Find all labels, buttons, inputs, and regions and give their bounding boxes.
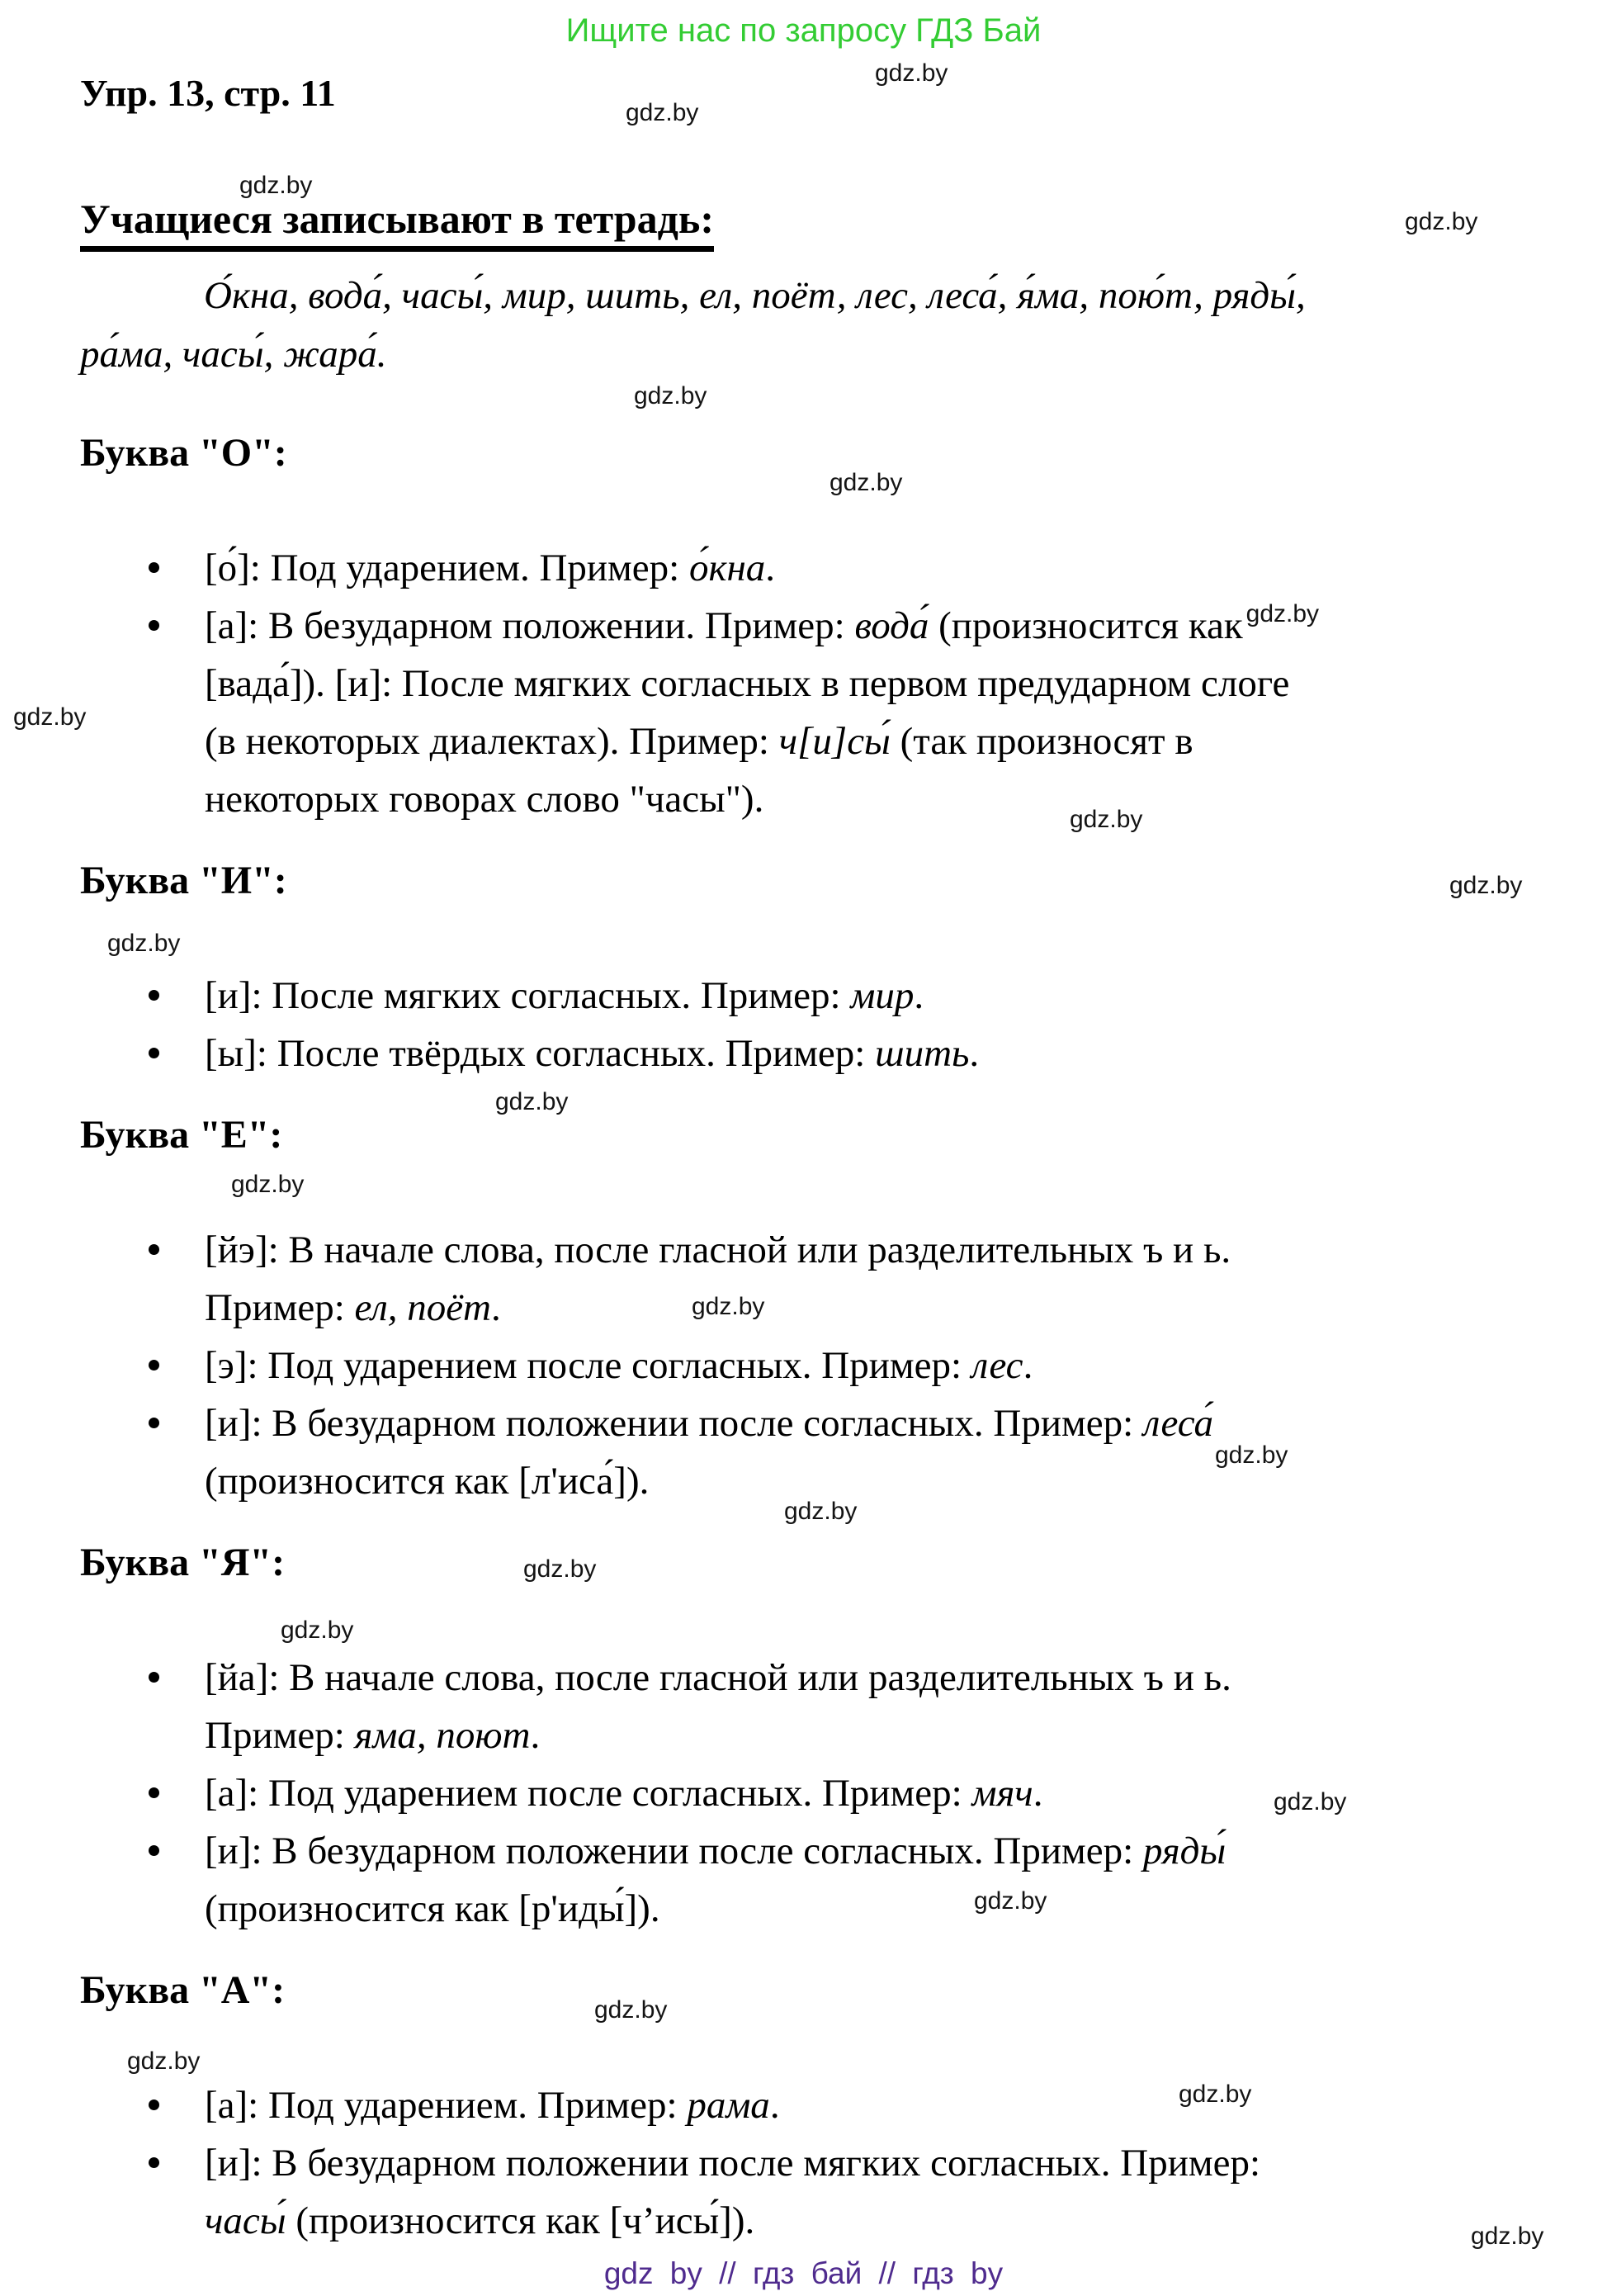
- bullet-list: [205, 1649, 1607, 1938]
- gdz-watermark: gdz.by: [281, 1617, 354, 1644]
- example-word: ел, поёт: [354, 1286, 492, 1329]
- bullet-line: [205, 1452, 1607, 1510]
- bullet-text: [а]: Под ударением после согласных. Пример:: [205, 1772, 972, 1815]
- gdz-watermark: gdz.by: [1245, 600, 1320, 627]
- bullet-list: [205, 2076, 1607, 2250]
- section-heading: Буква "И":: [80, 859, 287, 902]
- bullet-text: [вада́]). [и]: После мягких согласных в первом предударном слоге: [205, 662, 1290, 705]
- bullet-text: [о́]: Под ударением. Пример:: [205, 547, 689, 589]
- example-word: вода́: [854, 604, 929, 647]
- bullet-item: [205, 1025, 1607, 1082]
- bullet-text: .: [969, 1032, 980, 1075]
- exercise-title: Упр. 13, стр. 11: [80, 72, 336, 114]
- bullet-item: [205, 2134, 1607, 2250]
- gdz-watermark: gdz.by: [1070, 806, 1143, 833]
- gdz-watermark: gdz.by: [1274, 1788, 1347, 1815]
- gdz-watermark: gdz.by: [523, 1555, 597, 1583]
- bullet-line: [205, 1337, 1607, 1394]
- example-word: мяч: [971, 1772, 1033, 1815]
- gdz-watermark: gdz.by: [239, 172, 313, 199]
- bullet-text: .: [769, 2084, 780, 2127]
- gdz-watermark: gdz.by: [875, 59, 948, 87]
- gdz-watermark: gdz.by: [495, 1088, 569, 1115]
- bullet-text: [и]: В безударном положении после согласных. Пример:: [205, 1402, 1143, 1445]
- example-word: часы́: [205, 2199, 286, 2242]
- bullet-item: [205, 1764, 1607, 1822]
- bullet-line: [205, 1822, 1607, 1880]
- bullet-text: некоторых говорах слово "часы").: [205, 778, 764, 821]
- letter-section: [0, 1543, 1607, 1938]
- gdz-watermark: gdz.by: [1179, 2081, 1252, 2108]
- bullet-item: [205, 1337, 1607, 1394]
- bullet-list: [205, 539, 1607, 828]
- bullet-text: (произносится как [л'иса́]).: [205, 1460, 650, 1503]
- example-word: лес: [971, 1344, 1023, 1387]
- bullet-text: (произносится как [р'иды́]).: [205, 1887, 660, 1930]
- bullet-text: [йэ]: В начале слова, после гласной или разделительных ъ и ь.: [205, 1228, 1231, 1271]
- bullet-text: [и]: В безударном положении после согласных. Пример:: [205, 1830, 1143, 1872]
- bullet-text: [а]: В безударном положении. Пример:: [205, 604, 855, 647]
- bullet-text: (произносится как: [929, 604, 1243, 647]
- dictation-line: О́кна, вода́, часы́, мир, шить, ел, поёт, лес, леса́, я́ма, пою́т, ряды́,: [204, 274, 1306, 317]
- bullet-line: [205, 2134, 1607, 2192]
- bullet-text: (так произносят в: [890, 720, 1193, 763]
- dictation: [80, 267, 1607, 384]
- letter-section: [0, 433, 1607, 828]
- bullet-text: .: [491, 1286, 501, 1329]
- bullet-line: [205, 1025, 1607, 1082]
- bullet-line: [205, 2076, 1607, 2134]
- gdz-watermark: gdz.by: [1471, 2223, 1544, 2250]
- bullet-text: Пример:: [205, 1714, 355, 1757]
- example-word: шить: [875, 1032, 970, 1075]
- bullet-line: [205, 2192, 1607, 2250]
- example-word: яма, поют: [354, 1714, 531, 1757]
- bullet-text: (произносится как [ч’исы́]).: [286, 2199, 755, 2242]
- bullet-text: [а]: Под ударением. Пример:: [205, 2084, 688, 2127]
- example-word: рама: [687, 2084, 770, 2127]
- bullet-line: [205, 1707, 1607, 1764]
- section-heading: Буква "Я":: [80, 1541, 286, 1584]
- gdz-watermark: gdz.by: [1449, 872, 1523, 899]
- example-word: мир: [850, 974, 915, 1017]
- bullet-item: [205, 597, 1607, 828]
- gdz-watermark: gdz.by: [231, 1171, 305, 1198]
- bullet-text: [йа]: В начале слова, после гласной или разделительных ъ и ь.: [205, 1656, 1231, 1699]
- example-word: ч[и]сы́: [778, 720, 891, 763]
- gdz-watermark: gdz.by: [107, 930, 181, 957]
- intro-heading-wrap: [80, 198, 1607, 252]
- bullet-text: (в некоторых диалектах). Пример:: [205, 720, 779, 763]
- gdz-watermark: gdz.by: [784, 1498, 858, 1525]
- bullet-item: [205, 539, 1607, 597]
- bullet-item: [205, 2076, 1607, 2134]
- bullet-item: [205, 1822, 1607, 1938]
- bullet-line: [205, 655, 1607, 712]
- bullet-text: .: [1023, 1344, 1033, 1387]
- letter-section: [0, 861, 1607, 1082]
- sections: [0, 433, 1607, 2250]
- section-heading: Буква "Е":: [80, 1113, 283, 1157]
- gdz-watermark: gdz.by: [1405, 208, 1478, 235]
- bullet-text: [и]: После мягких согласных. Пример:: [205, 974, 851, 1017]
- bullet-text: .: [530, 1714, 541, 1757]
- gdz-watermark: gdz.by: [1215, 1442, 1288, 1469]
- bullet-line: [205, 1279, 1607, 1337]
- intro-heading: Учащиеся записывают в тетрадь:: [80, 198, 714, 252]
- dictation-line: ра́ма, часы́, жара́.: [80, 333, 387, 376]
- bullet-list: [205, 967, 1607, 1082]
- bullet-line: [205, 1764, 1607, 1822]
- example-word: ряды́: [1142, 1830, 1227, 1872]
- section-heading: Буква "О":: [80, 431, 287, 475]
- gdz-watermark: gdz.by: [829, 469, 903, 496]
- gdz-watermark: gdz.by: [626, 99, 699, 126]
- bullet-text: [ы]: После твёрдых согласных. Пример:: [205, 1032, 876, 1075]
- gdz-watermark: gdz.by: [634, 382, 707, 409]
- bullet-line: [205, 770, 1607, 828]
- example-word: леса́: [1142, 1402, 1213, 1445]
- gdz-watermark: gdz.by: [594, 1996, 668, 2024]
- bullet-line: [205, 712, 1607, 770]
- bullet-text: Пример:: [205, 1286, 355, 1329]
- bullet-line: [205, 1394, 1607, 1452]
- bullet-line: [205, 1649, 1607, 1707]
- gdz-watermark: gdz.by: [13, 703, 87, 731]
- footer-links: gdz by // гдз бай // гдз by: [603, 2256, 1004, 2290]
- bullet-line: [205, 967, 1607, 1025]
- gdz-watermark: gdz.by: [692, 1293, 765, 1320]
- bullet-item: [205, 1221, 1607, 1337]
- bullet-text: .: [914, 974, 924, 1017]
- bullet-text: [э]: Под ударением после согласных. Пример:: [205, 1344, 971, 1387]
- bullet-item: [205, 1649, 1607, 1764]
- example-word: о́кна: [688, 547, 766, 589]
- gdz-watermark: gdz.by: [974, 1887, 1047, 1915]
- bullet-line: [205, 1880, 1607, 1938]
- section-heading: Буква "А":: [80, 1968, 286, 2012]
- bullet-text: [и]: В безударном положении после мягких согласных. Пример:: [205, 2142, 1261, 2185]
- bullet-list: [205, 1221, 1607, 1510]
- bullet-item: [205, 967, 1607, 1025]
- letter-section: [0, 1968, 1607, 2250]
- bullet-line: [205, 597, 1607, 655]
- bullet-line: [205, 539, 1607, 597]
- gdz-watermark: gdz.by: [127, 2047, 201, 2075]
- bullet-text: .: [765, 547, 776, 589]
- bullet-text: .: [1033, 1772, 1043, 1815]
- search-hint-banner: Ищите нас по запросу ГДЗ Бай: [565, 12, 1042, 49]
- bullet-item: [205, 1394, 1607, 1510]
- bullet-line: [205, 1221, 1607, 1279]
